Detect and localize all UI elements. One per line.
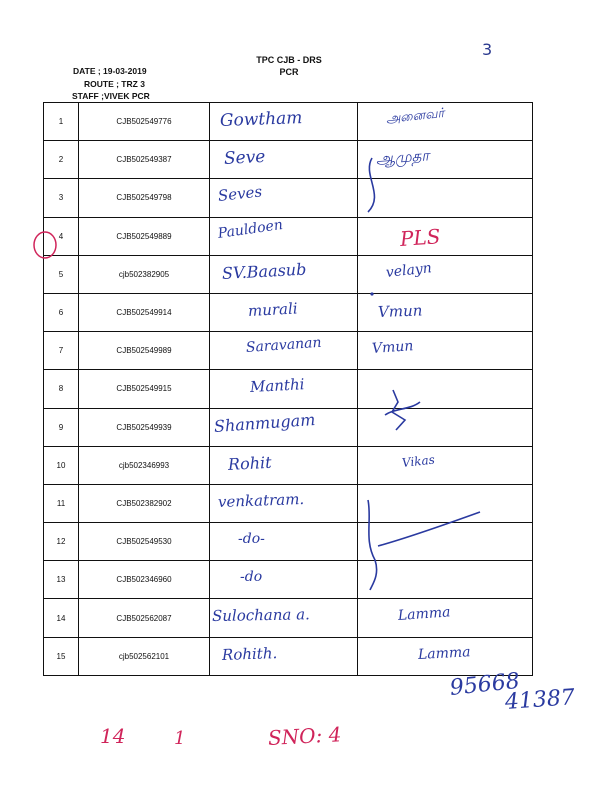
signature-cell: [358, 484, 533, 522]
receiver-name-handwriting: Seve: [223, 147, 266, 170]
signature-handwriting: PLS: [399, 223, 442, 251]
consignment-code: CJB502346960: [79, 561, 210, 599]
receiver-name-cell: [210, 103, 358, 141]
row-serial-number: 4: [44, 217, 79, 255]
receiver-name-handwriting: SV.Baasub: [221, 259, 307, 283]
receiver-name-handwriting: Saravanan: [245, 334, 322, 357]
receiver-name-handwriting: Rohith.: [221, 643, 278, 664]
receiver-name-handwriting: Seves: [217, 182, 263, 206]
table-row: [44, 561, 533, 599]
row-serial-number: 14: [44, 599, 79, 637]
table-row: [44, 370, 533, 408]
receiver-name-handwriting: murali: [247, 299, 298, 320]
receiver-name-cell: [210, 599, 358, 637]
consignment-code: cjb502382905: [79, 255, 210, 293]
receiver-name-handwriting: Rohit: [227, 452, 272, 474]
signature-cell: [358, 293, 533, 331]
consignment-code: CJB502562087: [79, 599, 210, 637]
table-row: [44, 255, 533, 293]
count-note-a: 14: [100, 724, 126, 748]
signature-handwriting: Vmun: [377, 301, 423, 321]
signature-handwriting: Vikas: [401, 452, 436, 470]
document-title: TPC CJB - DRS: [256, 55, 322, 65]
signature-cell: [358, 217, 533, 255]
table-row: [44, 484, 533, 522]
signature-cell: [358, 332, 533, 370]
date-line: DATE ; 19-03-2019: [73, 66, 147, 76]
signature-cell: [358, 446, 533, 484]
receiver-name-cell: [210, 293, 358, 331]
receiver-name-cell: [210, 523, 358, 561]
signature-handwriting: Lamma: [417, 643, 471, 663]
table-row: [44, 408, 533, 446]
sno-note: SNO: 4: [267, 722, 342, 750]
table-row: [44, 141, 533, 179]
page-number: 3: [482, 40, 493, 59]
signature-cell: [358, 599, 533, 637]
signature-handwriting: அனைவர்: [385, 105, 446, 127]
staff-line: STAFF ;VIVEK PCR: [72, 91, 150, 101]
consignment-code: CJB502549798: [79, 179, 210, 217]
signature-cell: [358, 141, 533, 179]
consignment-code: CJB502549939: [79, 408, 210, 446]
receiver-name-cell: [210, 370, 358, 408]
route-line: ROUTE ; TRZ 3: [84, 79, 145, 89]
signature-handwriting: velayn: [385, 259, 433, 281]
row-serial-number: 6: [44, 293, 79, 331]
receiver-name-handwriting: Manthi: [249, 375, 305, 397]
signature-cell: [358, 255, 533, 293]
table-row: [44, 103, 533, 141]
row-serial-number: 3: [44, 179, 79, 217]
count-note-b: 1: [174, 728, 186, 749]
signature-handwriting: Lamma: [397, 604, 451, 625]
receiver-name-cell: [210, 484, 358, 522]
consignment-code: CJB502549889: [79, 217, 210, 255]
signature-cell: [358, 179, 533, 217]
signature-handwriting: ஆமுதா: [375, 146, 430, 169]
delivery-table: [43, 102, 533, 676]
consignment-code: cjb502562101: [79, 637, 210, 675]
document-subtitle: PCR: [279, 67, 299, 77]
receiver-name-cell: [210, 179, 358, 217]
receiver-name-handwriting: Sulochana a.: [211, 605, 311, 626]
table-row: [44, 332, 533, 370]
row-serial-number: 8: [44, 370, 79, 408]
consignment-code: CJB502549776: [79, 103, 210, 141]
signature-cell: [358, 408, 533, 446]
receiver-name-cell: [210, 561, 358, 599]
row-serial-number: 1: [44, 103, 79, 141]
receiver-name-cell: [210, 332, 358, 370]
row-serial-number: 12: [44, 523, 79, 561]
receiver-name-cell: [210, 255, 358, 293]
row-serial-number: 10: [44, 446, 79, 484]
receiver-name-handwriting: Pauldoen: [216, 216, 284, 242]
phone-note-line1: 95668: [448, 668, 521, 701]
consignment-code: CJB502549914: [79, 293, 210, 331]
signature-cell: [358, 103, 533, 141]
receiver-name-cell: [210, 217, 358, 255]
receiver-name-handwriting: -do: [240, 569, 263, 586]
table-row: [44, 179, 533, 217]
phone-note-line2: 41387: [504, 685, 576, 715]
row-serial-number: 15: [44, 637, 79, 675]
signature-cell: [358, 561, 533, 599]
signature-handwriting: Vmun: [371, 338, 414, 358]
table-row: [44, 599, 533, 637]
receiver-name-handwriting: Shanmugam: [213, 409, 316, 436]
table-row: [44, 637, 533, 675]
row-serial-number: 9: [44, 408, 79, 446]
signature-cell: [358, 523, 533, 561]
receiver-name-cell: [210, 446, 358, 484]
consignment-code: CJB502549387: [79, 141, 210, 179]
row-serial-number: 5: [44, 255, 79, 293]
receiver-name-cell: [210, 141, 358, 179]
receiver-name-handwriting: venkatram.: [217, 489, 305, 511]
consignment-code: CJB502549915: [79, 370, 210, 408]
receiver-name-cell: [210, 637, 358, 675]
row-serial-number: 7: [44, 332, 79, 370]
receiver-name-handwriting: Gowtham: [219, 108, 303, 131]
consignment-code: CJB502549530: [79, 523, 210, 561]
row-serial-number: 2: [44, 141, 79, 179]
row-serial-number: 11: [44, 484, 79, 522]
table-row: [44, 293, 533, 331]
receiver-name-cell: [210, 408, 358, 446]
consignment-code: CJB502549989: [79, 332, 210, 370]
table-row: [44, 217, 533, 255]
table-row: [44, 446, 533, 484]
receiver-name-handwriting: -do-: [238, 531, 265, 548]
consignment-code: cjb502346993: [79, 446, 210, 484]
row-serial-number: 13: [44, 561, 79, 599]
signature-cell: [358, 370, 533, 408]
table-row: [44, 523, 533, 561]
consignment-code: CJB502382902: [79, 484, 210, 522]
